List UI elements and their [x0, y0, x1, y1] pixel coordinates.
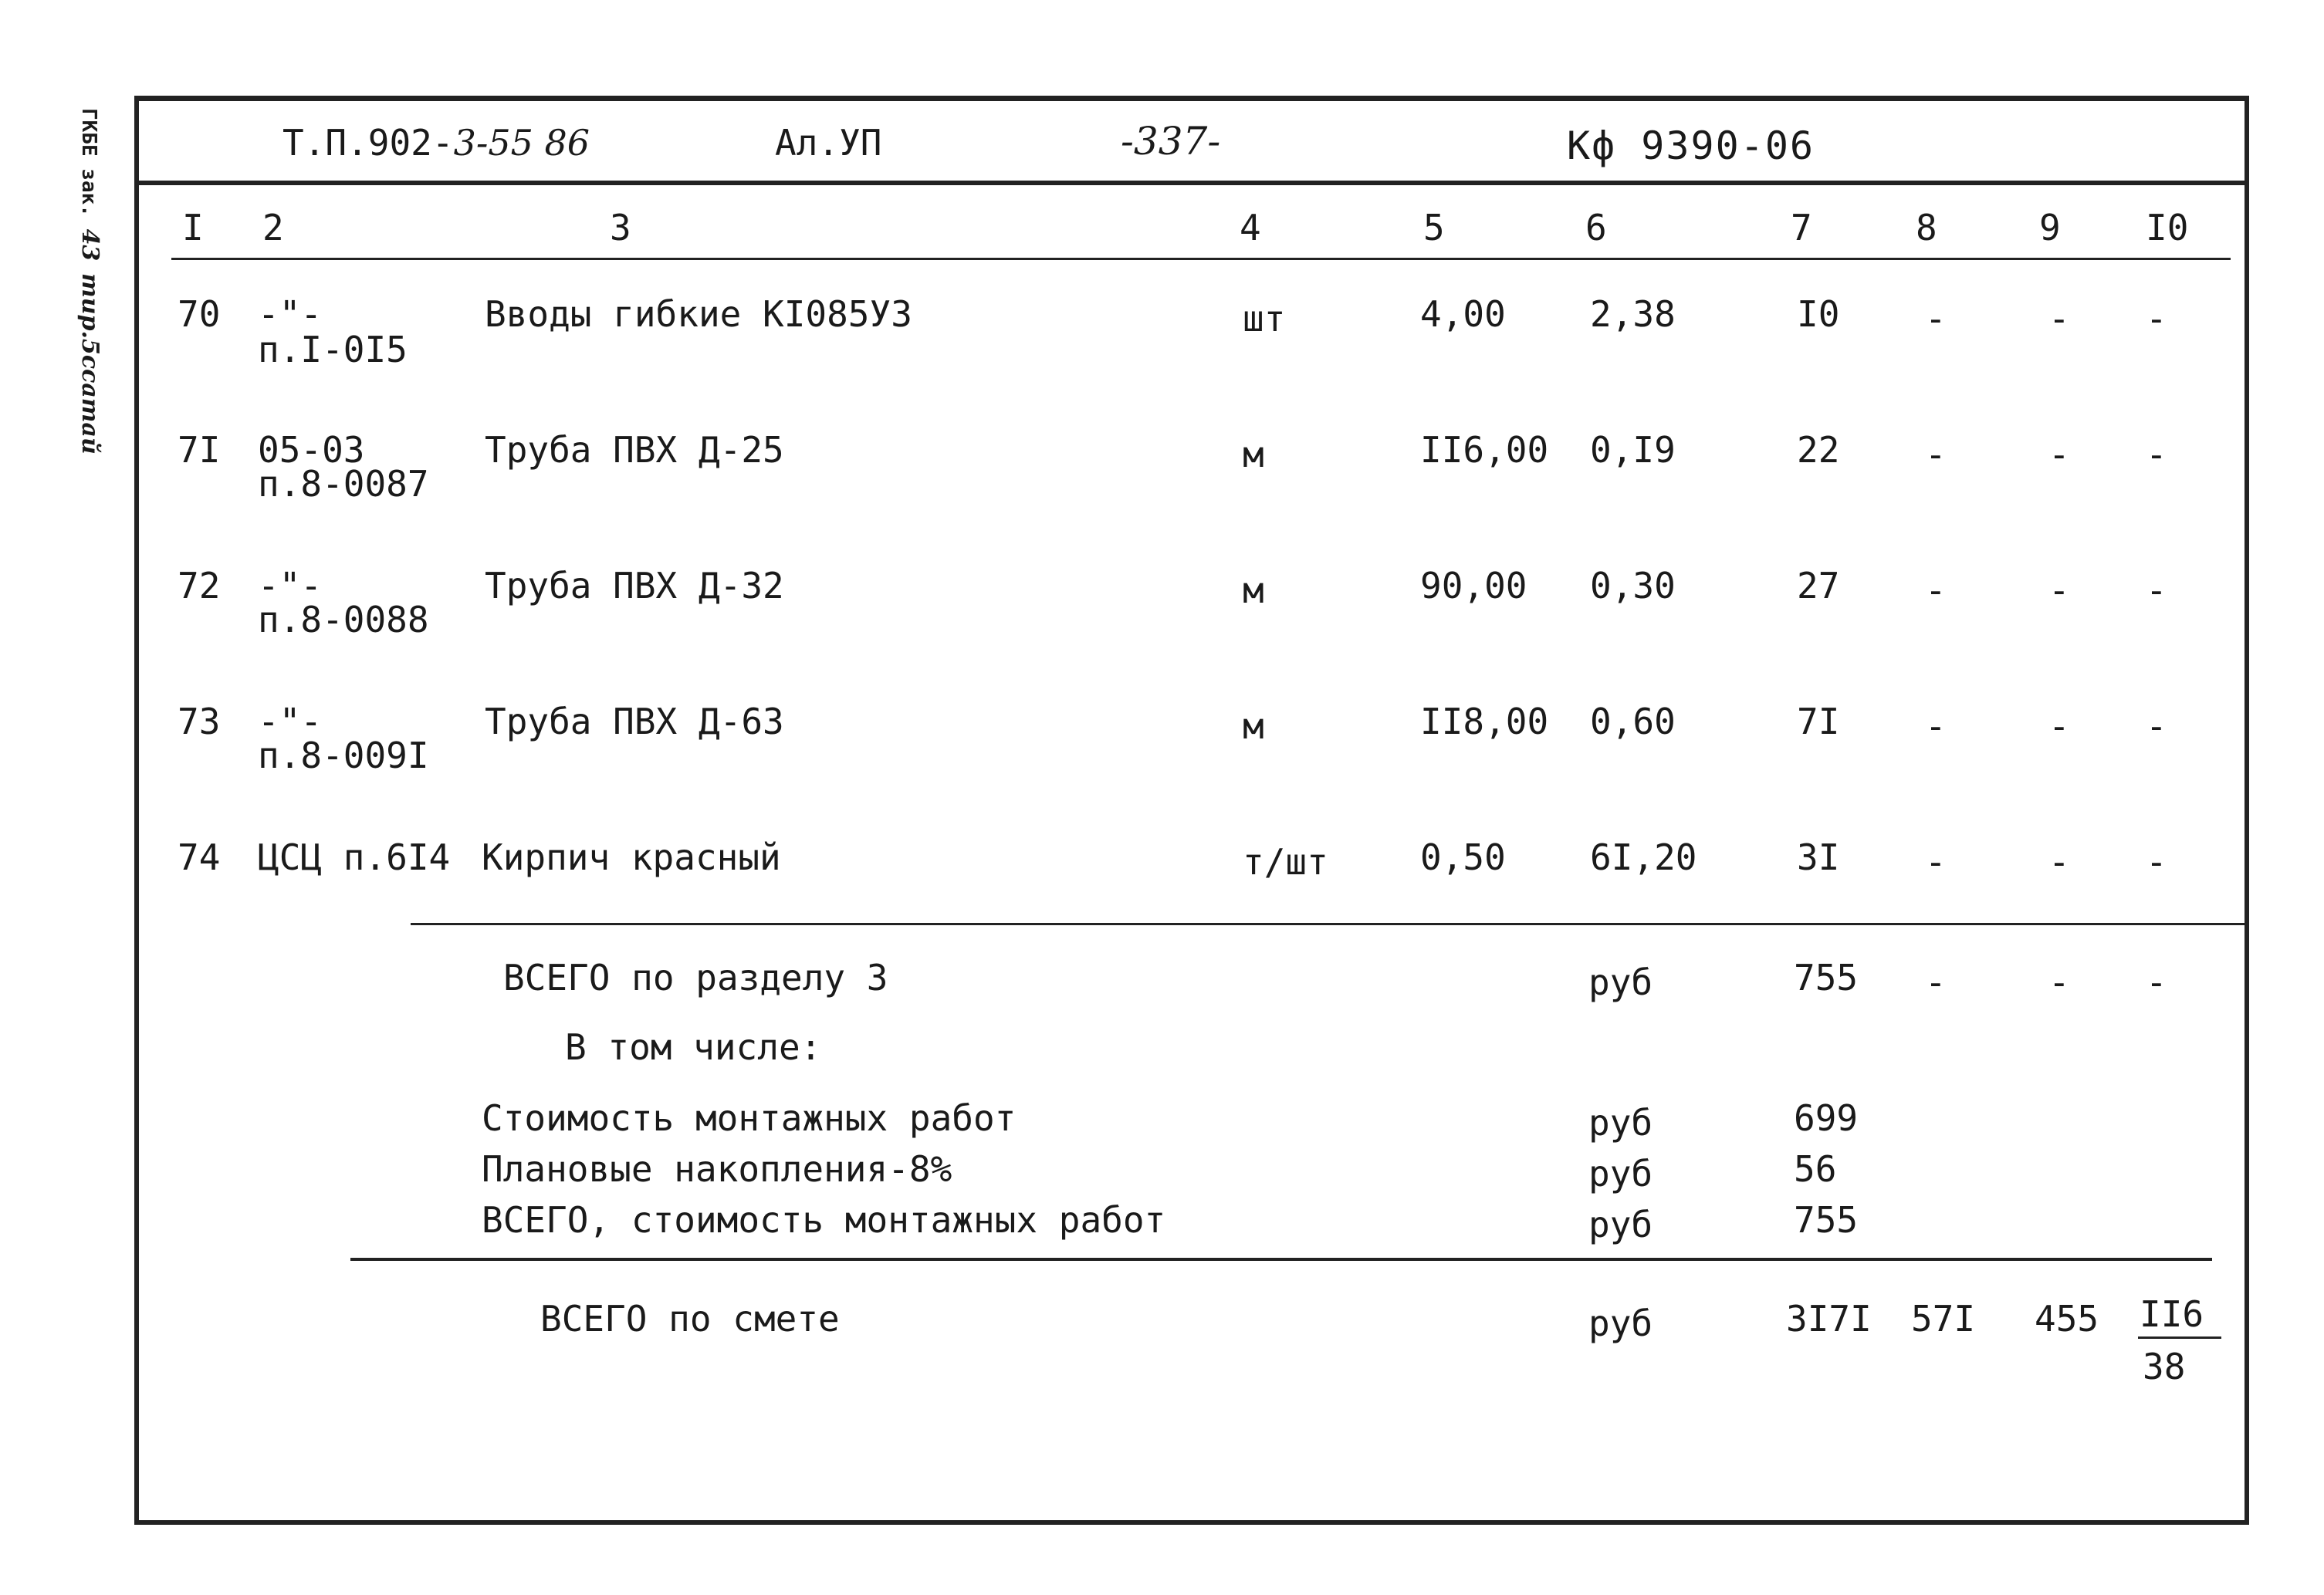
row-number: 70: [178, 293, 221, 335]
side-stamp-text: зак.: [77, 168, 100, 217]
section-divider: [411, 923, 2246, 925]
row-col8: -: [1925, 569, 1947, 611]
col-8-header: 8: [1916, 207, 1937, 248]
row-name: Труба ПВХ Д-32: [485, 565, 784, 607]
breakdown-value: 755: [1794, 1199, 1859, 1241]
row-total: 22: [1797, 429, 1840, 471]
row-col9: -: [2048, 569, 2070, 611]
row-qty: II8,00: [1420, 701, 1549, 742]
breakdown-unit: руб: [1588, 1204, 1653, 1245]
breakdown-label: Стоимость монтажных работ: [482, 1097, 1017, 1139]
row-price: 6I,20: [1590, 836, 1697, 878]
album-label: Ал.УП: [775, 122, 882, 164]
section-total-label: ВСЕГО по разделу 3: [503, 957, 888, 999]
row-col8: -: [1925, 434, 1947, 475]
row-col10: -: [2146, 841, 2167, 883]
section-total-col8: -: [1925, 961, 1947, 1003]
breakdown-label: Плановые накопления-8%: [482, 1148, 952, 1190]
row-ref: -"-: [258, 293, 323, 335]
col-7-header: 7: [1791, 207, 1812, 248]
row-col8: -: [1925, 841, 1947, 883]
row-unit: м: [1243, 705, 1264, 747]
section-total-value: 755: [1794, 957, 1859, 999]
breakdown-unit: руб: [1588, 1153, 1653, 1195]
row-col9: -: [2048, 705, 2070, 747]
col-6-header: 6: [1585, 207, 1607, 248]
row-unit: шт: [1243, 298, 1286, 340]
header-divider: [137, 181, 2246, 185]
row-price: 0,I9: [1590, 429, 1676, 471]
grand-total-col10-top: II6: [2140, 1293, 2204, 1335]
row-name: Труба ПВХ Д-63: [485, 701, 784, 742]
row-col10: -: [2146, 298, 2167, 340]
row-ref-item: п.8-0088: [258, 599, 429, 640]
col-5-header: 5: [1423, 207, 1445, 248]
grand-total-unit: руб: [1588, 1303, 1653, 1344]
row-price: 2,38: [1590, 293, 1676, 335]
row-ref-item: п.8-0087: [258, 463, 429, 505]
row-name: Вводы гибкие КI085У3: [485, 293, 912, 335]
row-ref-item: п.8-009I: [258, 735, 429, 776]
breakdown-value: 56: [1794, 1148, 1837, 1190]
breakdown-label: ВСЕГО, стоимость монтажных работ: [482, 1199, 1166, 1241]
row-qty: 4,00: [1420, 293, 1506, 335]
row-ref: 05-03: [258, 429, 365, 471]
doc-code-printed: Т.П.902-: [282, 122, 454, 164]
grand-total-divider: [350, 1258, 2212, 1261]
row-qty: 90,00: [1420, 565, 1527, 607]
grand-total-col8: 57I: [1911, 1298, 1976, 1340]
page-number: -337-: [1121, 119, 1221, 164]
row-col8: -: [1925, 298, 1947, 340]
row-ref: -"-: [258, 565, 323, 607]
row-price: 0,60: [1590, 701, 1676, 742]
col-1-header: I: [182, 207, 204, 248]
row-col9: -: [2048, 298, 2070, 340]
col-4-header: 4: [1240, 207, 1261, 248]
row-unit: м: [1243, 434, 1264, 475]
row-number: 72: [178, 565, 221, 607]
row-col9: -: [2048, 434, 2070, 475]
grand-total-value: 3I7I: [1786, 1298, 1872, 1340]
row-name: Труба ПВХ Д-25: [485, 429, 784, 471]
row-unit: м: [1243, 569, 1264, 611]
row-col10: -: [2146, 434, 2167, 475]
row-total: I0: [1797, 293, 1840, 335]
grand-total-col10-bottom: 38: [2143, 1346, 2186, 1387]
side-stamp-org: ГКБЕ: [77, 108, 100, 157]
col-10-header: I0: [2146, 207, 2189, 248]
row-ref: -"-: [258, 701, 323, 742]
section-total-col10: -: [2146, 961, 2167, 1003]
fraction-bar: [2138, 1336, 2221, 1339]
breakdown-unit: руб: [1588, 1102, 1653, 1144]
col-2-header: 2: [262, 207, 284, 248]
row-number: 73: [178, 701, 221, 742]
col-3-header: 3: [610, 207, 631, 248]
including-label: В том числе:: [565, 1026, 822, 1068]
row-col8: -: [1925, 705, 1947, 747]
row-price: 0,30: [1590, 565, 1676, 607]
row-ref-item: п.I-0I5: [258, 329, 408, 370]
row-unit: т/шт: [1243, 841, 1328, 883]
row-total: 27: [1797, 565, 1840, 607]
side-stamp-rest: тир.5ссатай: [76, 272, 103, 455]
row-col10: -: [2146, 705, 2167, 747]
grand-total-col9: 455: [2035, 1298, 2099, 1340]
row-number: 7I: [178, 429, 221, 471]
section-total-col9: -: [2048, 961, 2070, 1003]
col-9-header: 9: [2039, 207, 2061, 248]
section-total-unit: руб: [1588, 961, 1653, 1003]
row-qty: II6,00: [1420, 429, 1549, 471]
row-col9: -: [2048, 841, 2070, 883]
row-qty: 0,50: [1420, 836, 1506, 878]
row-col10: -: [2146, 569, 2167, 611]
sheet-code: Кф 9390-06: [1567, 123, 1815, 168]
doc-code: [282, 122, 590, 164]
row-ref: ЦСЦ п.6I4: [258, 836, 451, 878]
side-stamp-label: [76, 108, 103, 455]
row-total: 3I: [1797, 836, 1840, 878]
side-stamp: [63, 108, 110, 509]
doc-code-handwritten: 3-55 86: [453, 122, 590, 164]
side-stamp-order: 43: [76, 228, 103, 262]
column-header-divider: [171, 258, 2231, 260]
row-name: Кирпич красный: [482, 836, 781, 878]
grand-total-label: ВСЕГО по смете: [540, 1298, 840, 1340]
row-total: 7I: [1797, 701, 1840, 742]
breakdown-value: 699: [1794, 1097, 1859, 1139]
row-number: 74: [178, 836, 221, 878]
